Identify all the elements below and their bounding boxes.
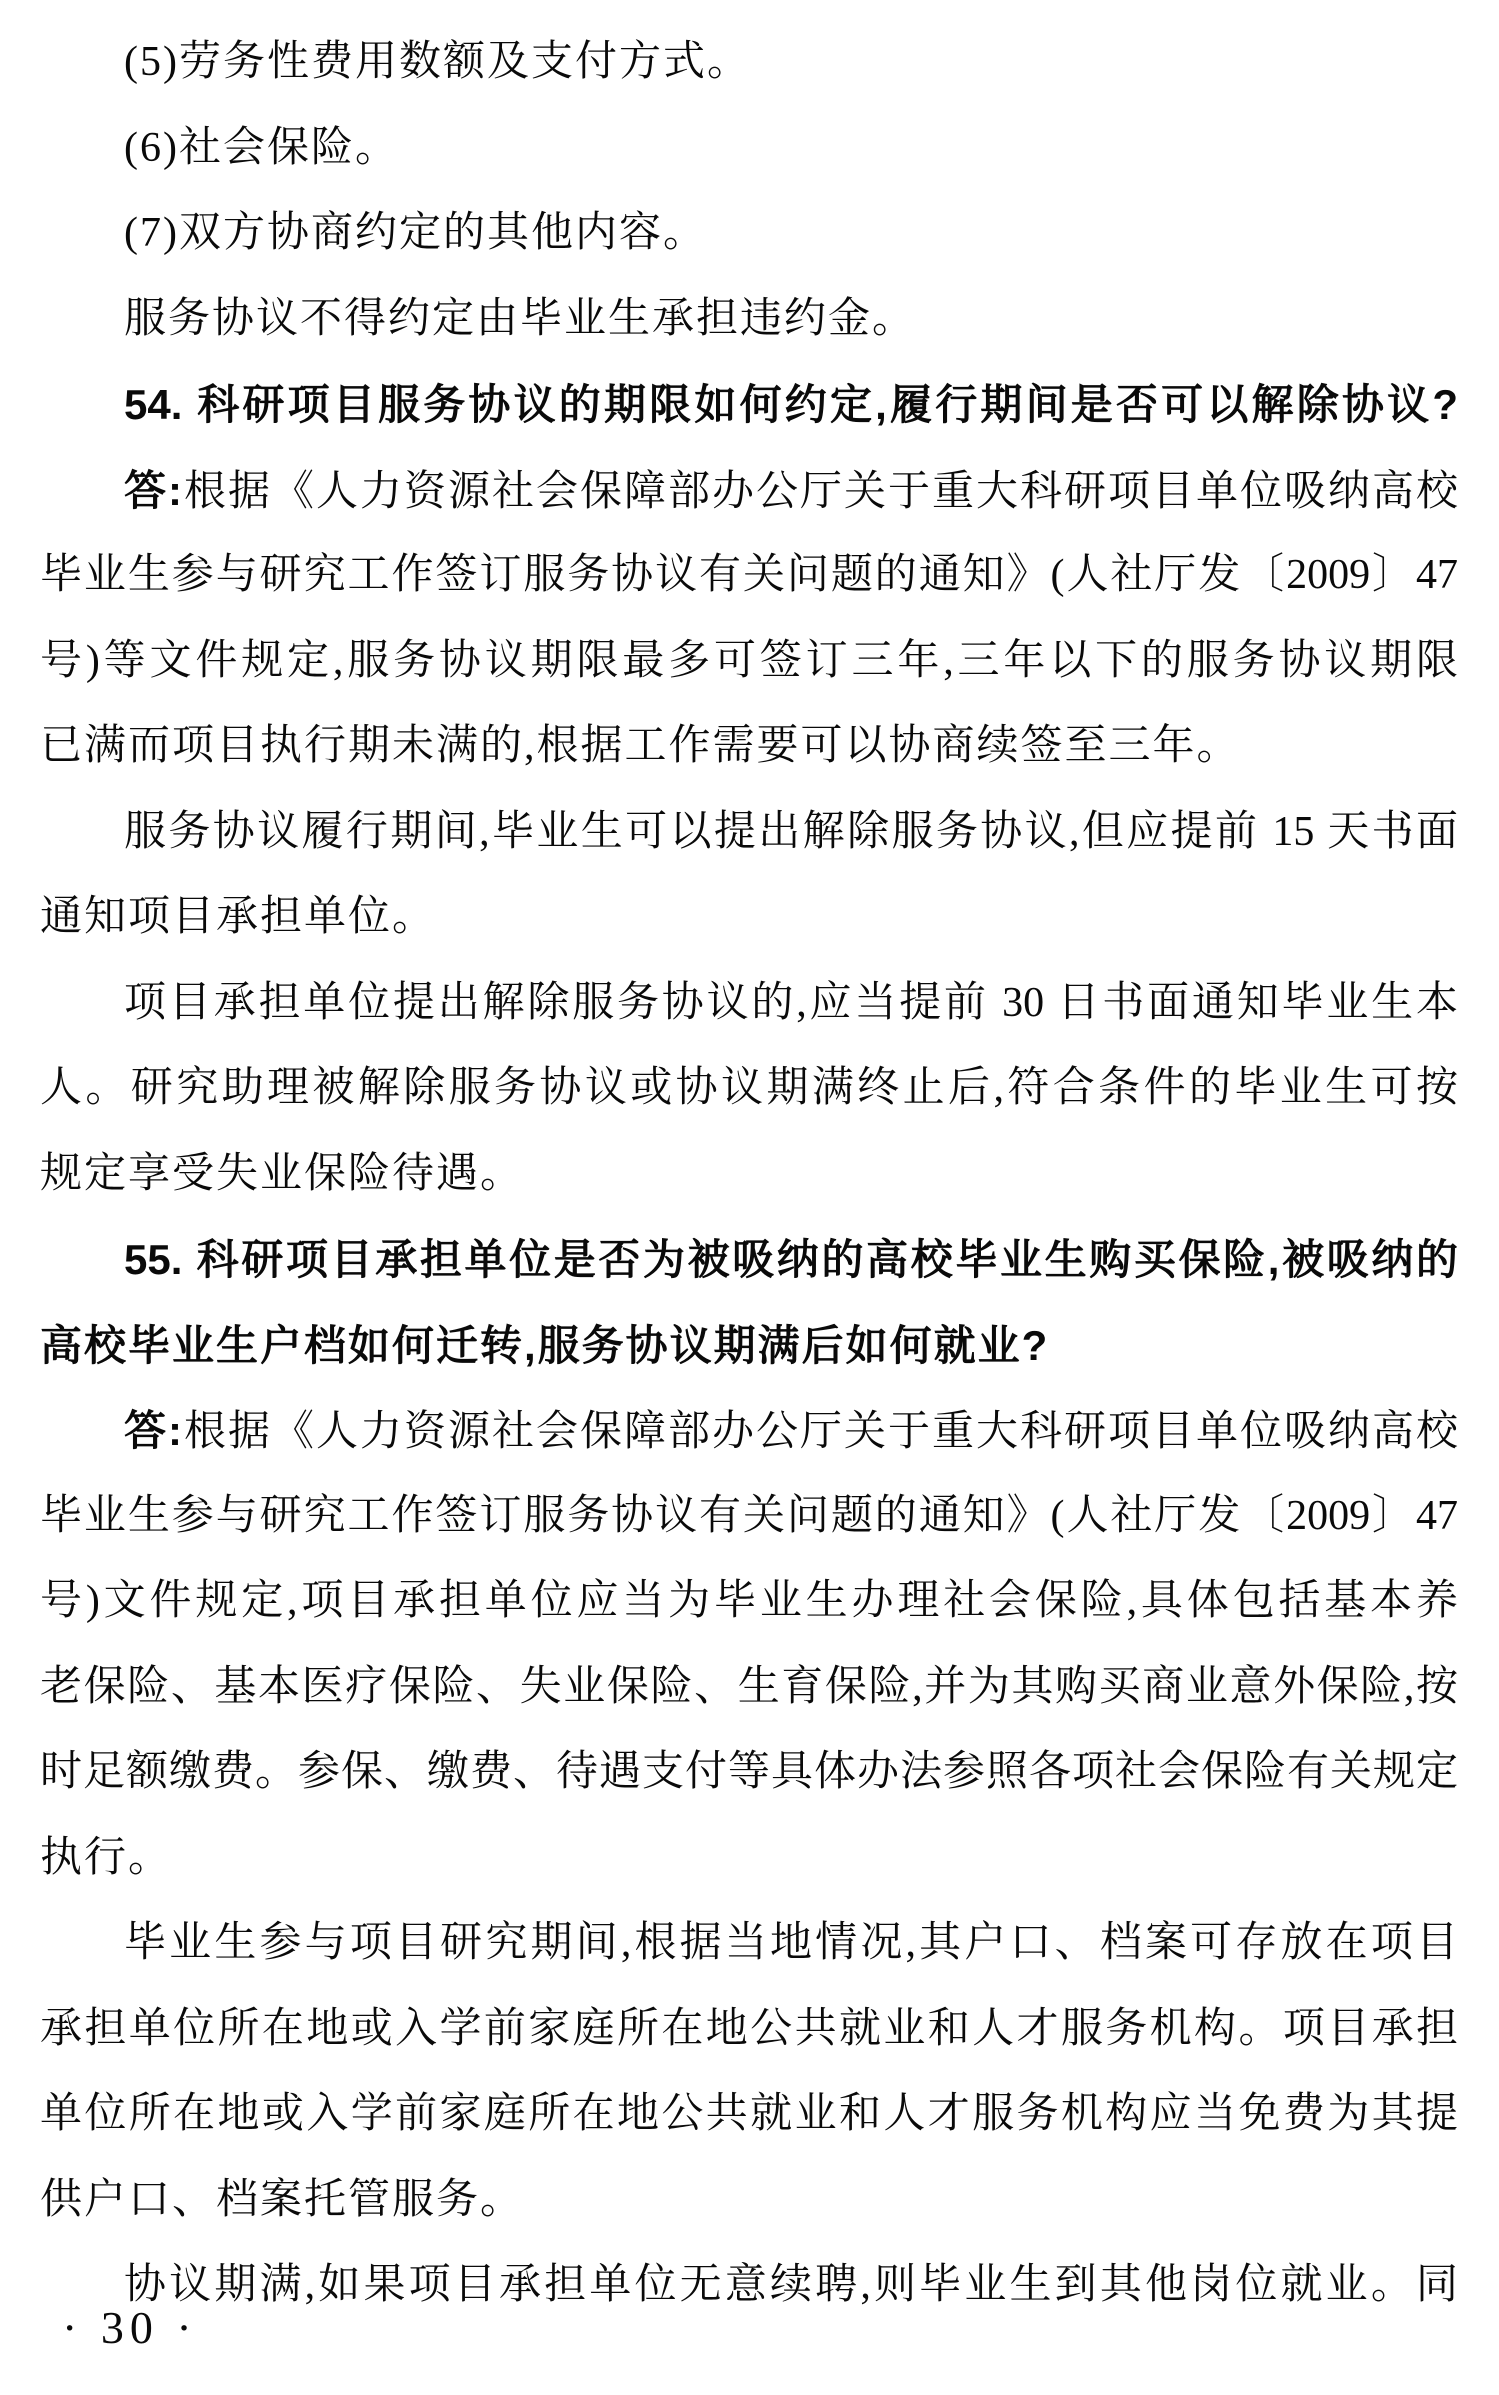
text-line: (7)双方协商约定的其他内容。 bbox=[124, 210, 707, 256]
text-line: 执行。 bbox=[40, 1834, 173, 1881]
text-line: 服务协议履行期间,毕业生可以提出解除服务协议,但应提前 15 天书面 bbox=[124, 808, 1458, 855]
text-line: 已满而项目执行期未满的,根据工作需要可以协商续签至三年。 bbox=[40, 723, 1241, 769]
question-line: 高校毕业生户档如何迁转,服务协议期满后如何就业? bbox=[40, 1321, 1050, 1369]
question-line: 54. 科研项目服务协议的期限如何约定,履行期间是否可以解除协议? bbox=[124, 381, 1458, 428]
text-line: 协议期满,如果项目承担单位无意续聘,则毕业生到其他岗位就业。同 bbox=[124, 2262, 1458, 2308]
text-line: 毕业生参与研究工作签订服务协议有关问题的通知》(人社厅发〔2009〕47 bbox=[40, 552, 1458, 598]
text-line: 单位所在地或入学前家庭所在地公共就业和人才服务机构应当免费为其提 bbox=[40, 2091, 1458, 2137]
text-line: 供户口、档案托管服务。 bbox=[40, 2176, 525, 2223]
text-line: 人。研究助理被解除服务协议或协议期满终止后,符合条件的毕业生可按 bbox=[40, 1065, 1458, 1111]
text-line: 答:根据《人力资源社会保障部办公厅关于重大科研项目单位吸纳高校 bbox=[124, 466, 1458, 515]
text-line: 规定享受失业保险待遇。 bbox=[40, 1150, 525, 1197]
text-line: 承担单位所在地或入学前家庭所在地公共就业和人才服务机构。项目承担 bbox=[40, 2005, 1458, 2052]
text-line: 老保险、基本医疗保险、失业保险、生育保险,并为其购买商业意外保险,按 bbox=[40, 1663, 1458, 1710]
page-number: · 30 · bbox=[62, 2302, 198, 2353]
text-line: (5)劳务性费用数额及支付方式。 bbox=[124, 39, 751, 85]
text-line: 通知项目承担单位。 bbox=[40, 894, 437, 940]
text-line: 毕业生参与项目研究期间,根据当地情况,其户口、档案可存放在项目 bbox=[124, 1920, 1458, 1966]
answer-label: 答: bbox=[124, 466, 182, 514]
text-line: 答:根据《人力资源社会保障部办公厅关于重大科研项目单位吸纳高校 bbox=[124, 1407, 1458, 1455]
text-line: 毕业生参与研究工作签订服务协议有关问题的通知》(人社厅发〔2009〕47 bbox=[40, 1492, 1458, 1539]
text-lines bbox=[40, 20, 1458, 2329]
text-line: 项目承担单位提出解除服务协议的,应当提前 30 日书面通知毕业生本 bbox=[124, 979, 1458, 1026]
question-line: 55. 科研项目承担单位是否为被吸纳的高校毕业生购买保险,被吸纳的 bbox=[124, 1236, 1458, 1283]
answer-label: 答: bbox=[124, 1407, 182, 1454]
text-line: 时足额缴费。参保、缴费、待遇支付等具体办法参照各项社会保险有关规定 bbox=[40, 1749, 1458, 1795]
text-line: 号)文件规定,项目承担单位应当为毕业生办理社会保险,具体包括基本养 bbox=[40, 1578, 1458, 1624]
text-line: 号)等文件规定,服务协议期限最多可签订三年,三年以下的服务协议期限 bbox=[40, 637, 1458, 684]
text-line: 服务协议不得约定由毕业生承担违约金。 bbox=[124, 295, 917, 342]
text-line: (6)社会保险。 bbox=[124, 124, 399, 171]
